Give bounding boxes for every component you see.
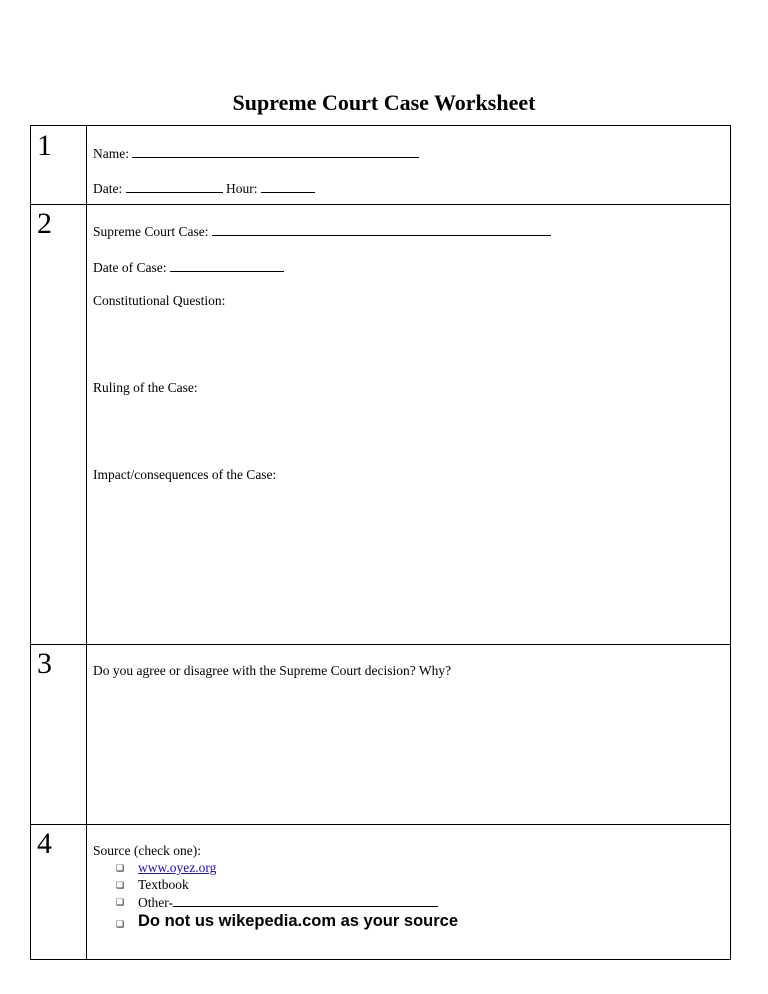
name-label: Name: xyxy=(93,146,129,161)
checkbox-bullet-icon[interactable]: ❑ xyxy=(116,880,125,890)
source-warning xyxy=(138,912,458,931)
checkbox-bullet-icon[interactable]: ❑ xyxy=(116,863,125,873)
section-4-number: 4 xyxy=(37,827,52,860)
source-warning-text: Do not us wikepedia.com as your source xyxy=(138,912,459,930)
hour-label: Hour: xyxy=(226,181,258,196)
page-title: Supreme Court Case Worksheet xyxy=(232,90,536,115)
section-divider-2 xyxy=(31,644,730,645)
date-hour-row xyxy=(93,180,315,197)
date-of-case-row xyxy=(93,259,284,276)
option-textbook: Textbook xyxy=(138,877,189,892)
impact-label: Impact/consequences of the Case: xyxy=(93,467,277,482)
worksheet-table xyxy=(30,125,731,960)
section-divider-3 xyxy=(31,824,730,825)
option-other xyxy=(138,894,438,911)
agree-question: Do you agree or disagree with the Supreme Court decision? Why? xyxy=(93,663,452,678)
name-row xyxy=(93,145,419,162)
date-of-case-field[interactable] xyxy=(170,259,284,272)
date-field[interactable] xyxy=(126,180,223,193)
section-2-number: 2 xyxy=(37,207,52,240)
date-label: Date: xyxy=(93,181,123,196)
constitutional-question-label: Constitutional Question: xyxy=(93,293,226,308)
other-label: Other- xyxy=(138,895,173,910)
case-label: Supreme Court Case: xyxy=(93,224,209,239)
case-field[interactable] xyxy=(212,223,551,236)
section-divider-1 xyxy=(31,204,730,205)
case-row xyxy=(93,223,551,240)
date-of-case-label: Date of Case: xyxy=(93,260,167,275)
source-label: Source (check one): xyxy=(93,843,201,858)
name-field[interactable] xyxy=(132,145,419,158)
section-3-number: 3 xyxy=(37,647,52,680)
hour-field[interactable] xyxy=(261,180,315,193)
ruling-label: Ruling of the Case: xyxy=(93,380,198,395)
section-1-number: 1 xyxy=(37,129,52,162)
other-field[interactable] xyxy=(173,894,438,907)
oyez-link[interactable]: www.oyez.org xyxy=(138,860,217,875)
checkbox-bullet-icon: ❑ xyxy=(116,919,125,929)
column-divider xyxy=(86,126,87,959)
option-oyez xyxy=(138,860,216,876)
checkbox-bullet-icon[interactable]: ❑ xyxy=(116,897,125,907)
